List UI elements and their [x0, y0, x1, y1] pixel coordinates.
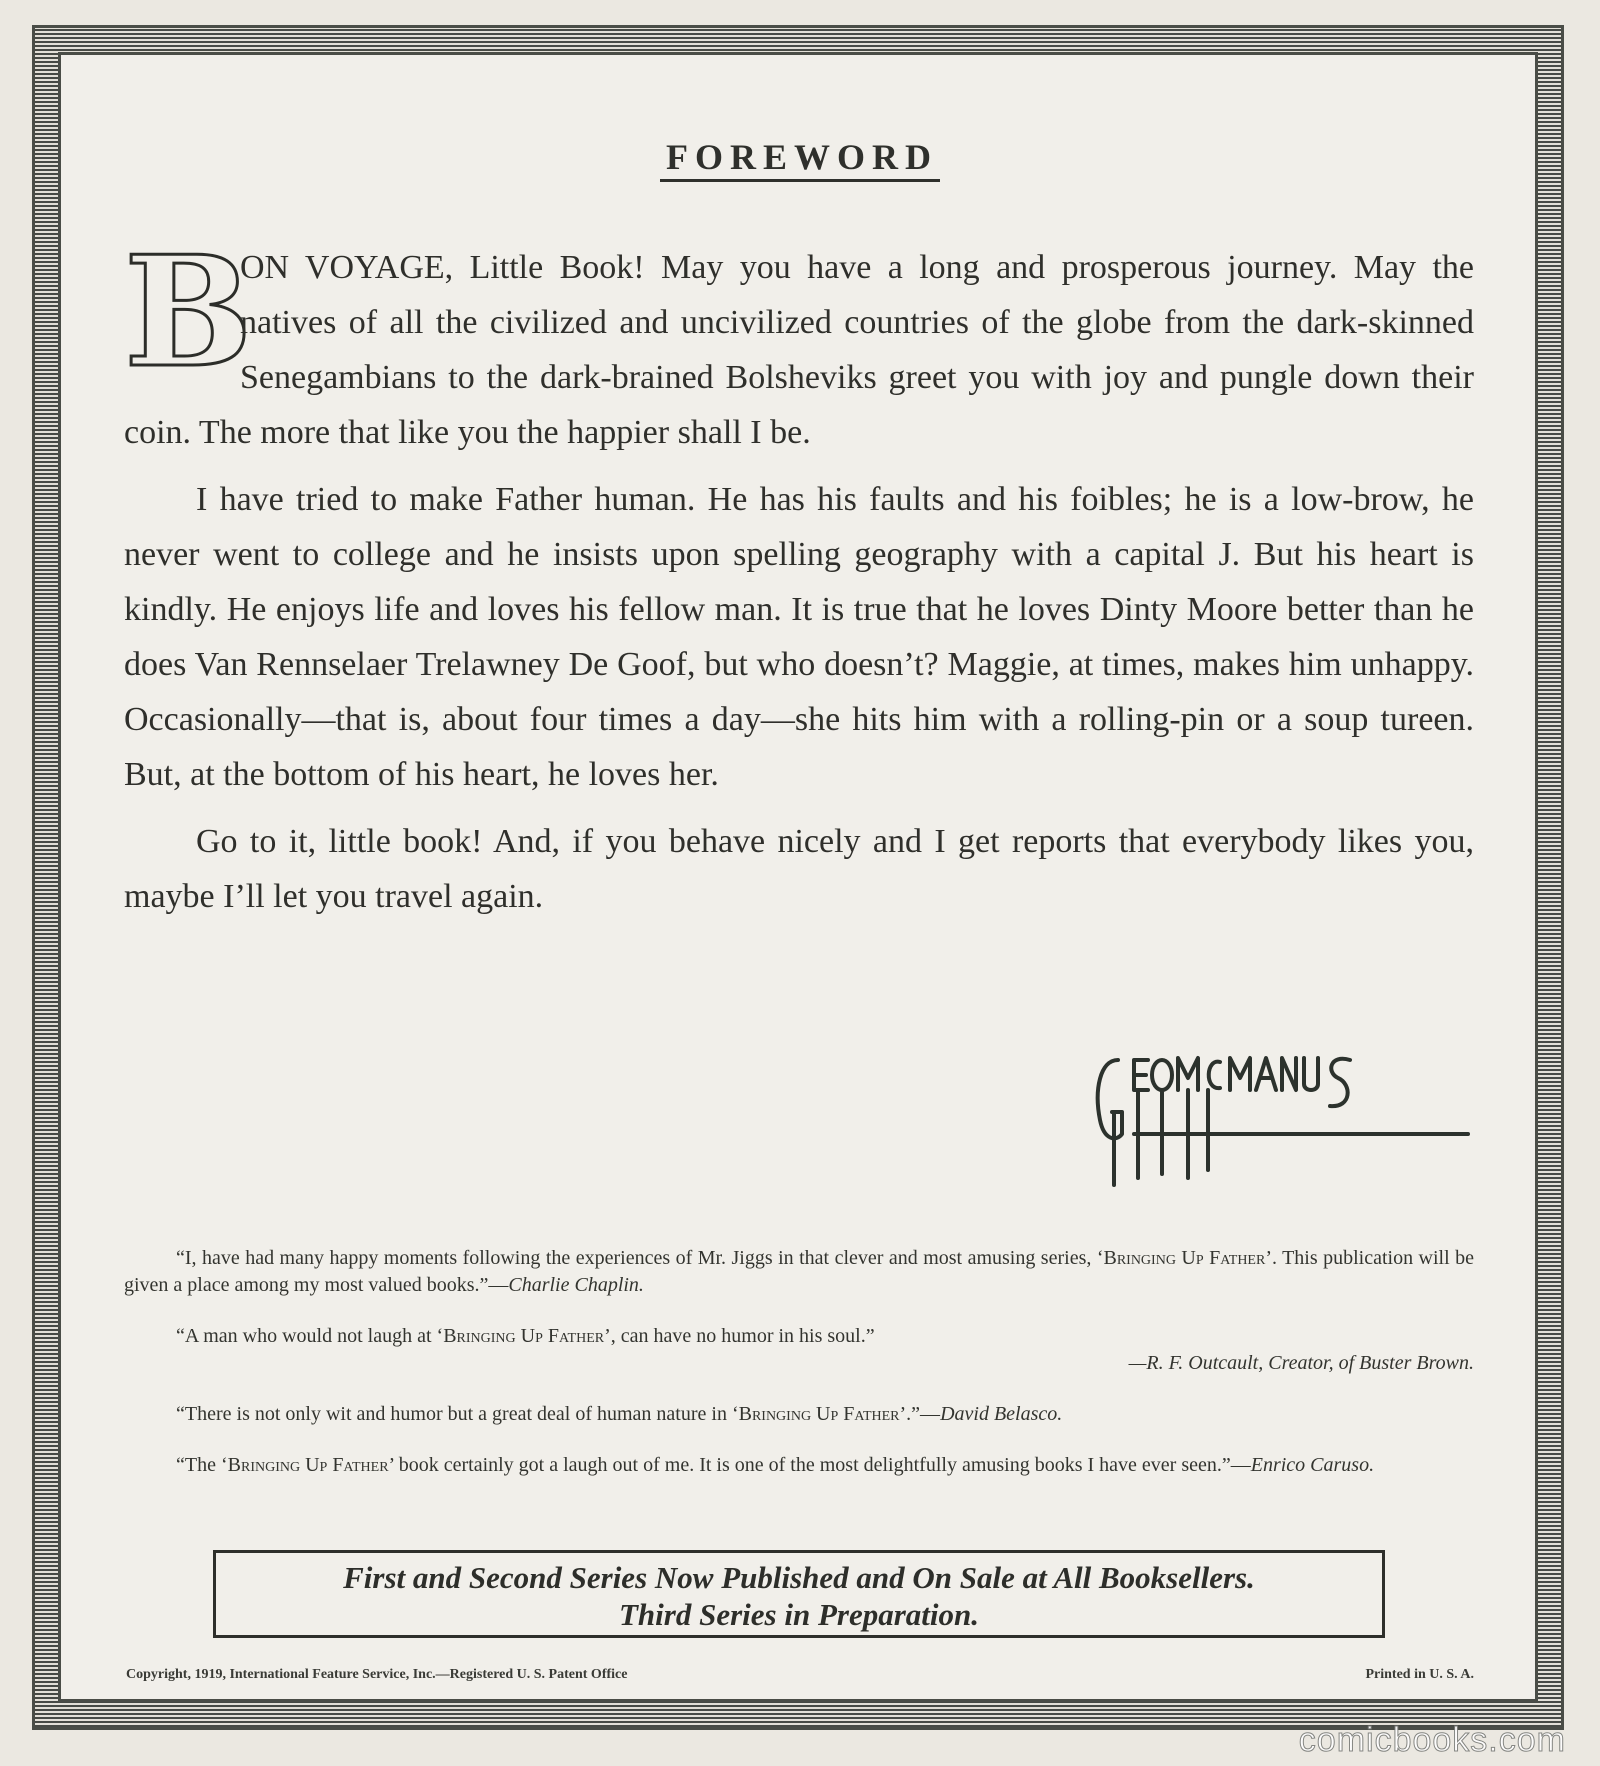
book-title: Bringing Up Father [227, 1454, 389, 1476]
testimonial-caruso [124, 1452, 1474, 1479]
printed-notice: Printed in U. S. A. [1365, 1667, 1474, 1682]
quote-text: ’, can have no humor in his soul.” [604, 1325, 875, 1347]
site-watermark: comicbooks.com [1298, 1721, 1566, 1759]
book-title: Bringing Up Father [738, 1403, 900, 1425]
paragraph-1-text: ON VOYAGE, Little Book! May you have a long and prosperous journey. May the natives of all the civilized and uncivilized countries of the globe from the dark-skinned Senegambians to the dark-brained Bolsheviks greet you with joy and pungle down their coin. The more that like you the happier shall I be. [124, 249, 1474, 451]
quote-text: ’. This publication will be given a place among my most valued books.”— [124, 1247, 1475, 1296]
book-title: Bringing Up Father [1103, 1247, 1266, 1269]
page-title [0, 136, 1600, 178]
testimonial-outcault [124, 1323, 1474, 1377]
paragraph-2: I have tried to make Father human. He has his faults and his foibles; he is a low-brow, he never went to college and he insists upon spelling geography with a capital J. But his heart is kindly. He enjoys life and loves his fellow man. It is true that he loves Dinty Moore better than he does Van Rennselaer Trelawney De Goof, but who doesn’t? Maggie, at times, makes him unhappy. Occasionally—that is, about four times a day—she hits him with a rolling-pin or a soup tureen. But, at the bottom of his heart, he loves her. [124, 481, 1474, 793]
announcement-line-2: Third Series in Preparation. [619, 1597, 979, 1632]
quote-text: “I, have had many happy moments following the experiences of Mr. Jiggs in that clever and most amusing series, ‘ [176, 1247, 1104, 1269]
quote-text: ’.”— [899, 1403, 941, 1425]
paragraph-3: Go to it, little book! And, if you behave nicely and I get reports that everybody likes you, maybe I’ll let you travel again. [124, 823, 1474, 915]
quote-text: “There is not only wit and humor but a great deal of human nature in ‘ [176, 1403, 739, 1425]
testimonials [124, 1245, 1474, 1503]
series-announcement-box [213, 1550, 1385, 1638]
title-text: FOREWORD [660, 137, 940, 182]
quote-source: —R. F. Outcault, Creator, of Buster Brown. [1128, 1352, 1474, 1374]
announcement-line-1: First and Second Series Now Published and On Sale at All Booksellers. [343, 1560, 1255, 1595]
copyright-notice: Copyright, 1919, International Feature Service, Inc.—Registered U. S. Patent Office [126, 1667, 628, 1682]
testimonial-chaplin [124, 1245, 1474, 1299]
quote-source: Enrico Caruso. [1250, 1454, 1375, 1476]
foreword-body [124, 222, 1474, 936]
quote-text: ’ book certainly got a laugh out of me. It is one of the most delightfully amusing books I have ever seen.”— [388, 1454, 1251, 1476]
quote-text: “A man who would not laugh at ‘ [176, 1325, 444, 1347]
quote-source: David Belasco. [940, 1403, 1063, 1425]
paragraph-1 [124, 222, 1474, 460]
drop-cap-letter: B [124, 222, 253, 401]
book-title: Bringing Up Father [443, 1325, 605, 1347]
signature-image [1090, 1050, 1470, 1200]
quote-source: Charlie Chaplin. [508, 1274, 644, 1296]
quote-text: “The ‘ [176, 1454, 228, 1476]
testimonial-belasco [124, 1401, 1474, 1428]
